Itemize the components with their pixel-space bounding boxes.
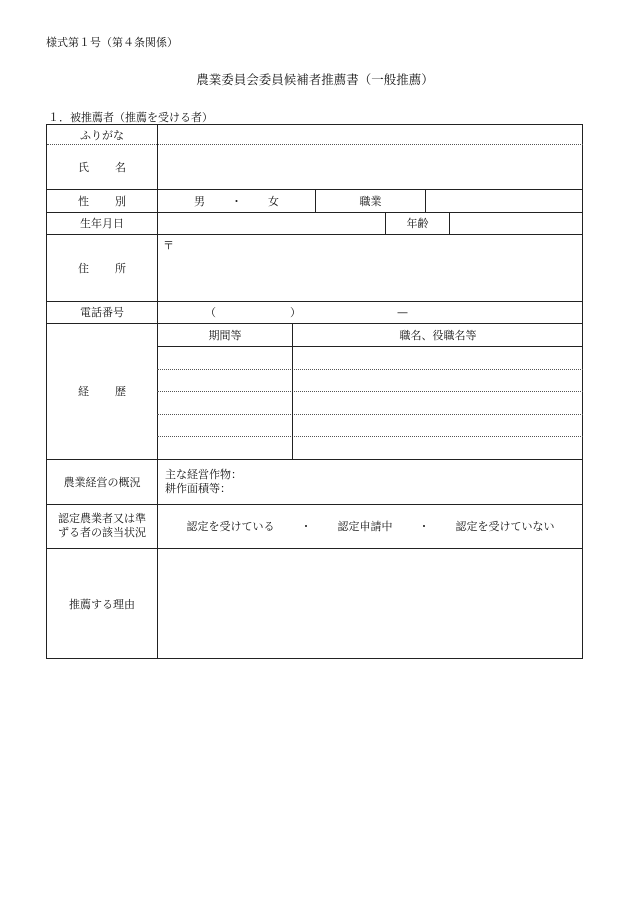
career-label	[47, 323, 157, 459]
farm-overview-field[interactable]	[165, 459, 583, 504]
certification-status-label	[47, 504, 157, 548]
career-label-part: 歴	[115, 385, 126, 398]
phone-field[interactable]	[158, 301, 583, 323]
cert-separator: ・	[418, 520, 430, 533]
form-number: 様式第１号（第４条関係）	[46, 36, 178, 49]
career-title-header: 職名、役職名等	[399, 328, 477, 342]
phone-paren-open: （	[205, 306, 216, 319]
age-field[interactable]	[450, 212, 583, 234]
cert-option-applying[interactable]: 認定申請中	[337, 520, 393, 533]
gender-male[interactable]: 男	[194, 194, 205, 208]
phone-dash: —	[397, 305, 408, 319]
reason-label: 推薦する理由	[69, 597, 135, 611]
address-label	[47, 234, 157, 301]
birthdate-label: 生年月日	[80, 217, 124, 230]
cert-separator: ・	[300, 520, 312, 533]
phone-label: 電話番号	[80, 306, 124, 319]
section-label: １．被推薦者（推薦を受ける者）	[48, 111, 213, 124]
occupation-label: 職業	[359, 194, 382, 208]
address-label-part: 所	[115, 261, 126, 275]
cert-option-not-certified[interactable]: 認定を受けていない	[455, 520, 555, 533]
cultivated-area-label: 耕作面積等：	[165, 481, 231, 495]
certification-options[interactable]	[158, 504, 583, 548]
gender-label	[47, 189, 157, 212]
gender-field[interactable]	[158, 189, 315, 212]
main-crops-label: 主な経営作物：	[165, 467, 242, 481]
address-field[interactable]	[158, 253, 583, 301]
furigana-field[interactable]	[158, 125, 583, 144]
name-field[interactable]	[158, 145, 583, 189]
gender-label-part: 性	[78, 194, 89, 208]
age-label: 年齢	[406, 217, 429, 230]
career-period-header: 期間等	[208, 328, 242, 342]
phone-paren-close: ）	[290, 306, 301, 319]
postal-mark: 〒	[163, 239, 174, 252]
furigana-label: ふりがな	[80, 128, 124, 142]
name-label-part: 名	[115, 160, 126, 174]
address-label-part: 住	[78, 261, 89, 275]
gender-female[interactable]: 女	[268, 194, 279, 208]
career-label-part: 経	[78, 385, 89, 398]
document-title: 農業委員会委員候補者推薦書（一般推薦）	[196, 72, 434, 87]
reason-field[interactable]	[158, 549, 583, 659]
cert-option-certified[interactable]: 認定を受けている	[186, 520, 275, 533]
name-label-part: 氏	[78, 160, 89, 174]
certification-label-line: ずる者の該当状況	[58, 526, 146, 539]
farm-overview-label: 農業経営の概況	[63, 475, 141, 489]
certification-label-line: 認定農業者又は準	[58, 512, 146, 525]
occupation-field[interactable]	[426, 189, 583, 212]
name-label	[47, 144, 157, 189]
gender-separator: ・	[231, 194, 242, 208]
birthdate-field[interactable]	[158, 212, 385, 234]
gender-label-part: 別	[115, 194, 126, 208]
recommendation-form-table	[46, 124, 583, 659]
career-entries[interactable]	[158, 347, 583, 459]
